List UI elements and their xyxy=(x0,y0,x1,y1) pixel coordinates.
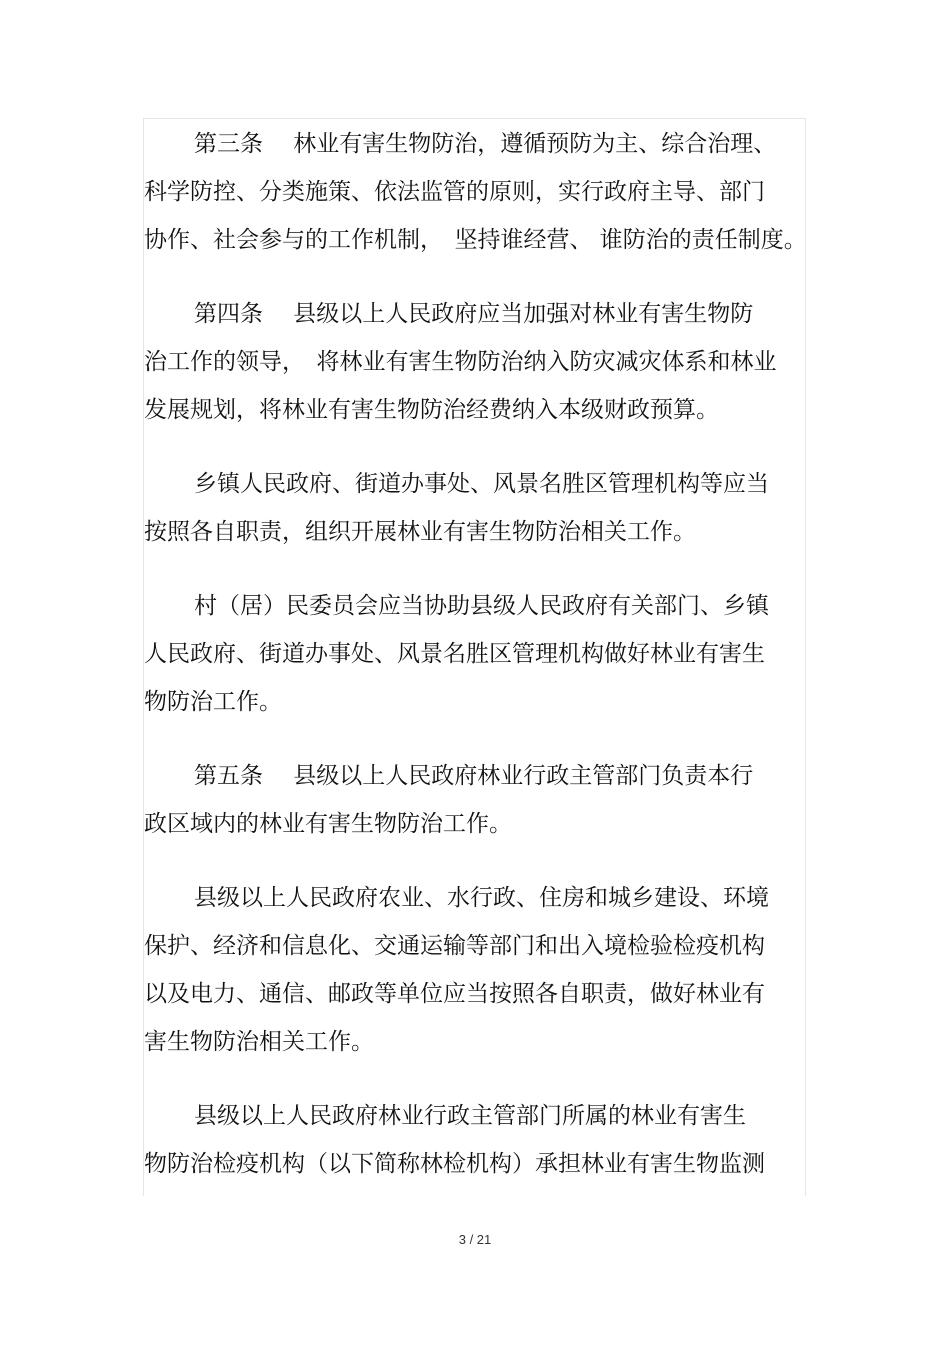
document-body xyxy=(144,124,806,1218)
text-line: 政区域内的林业有害生物防治工作。 xyxy=(144,811,512,837)
page-number: 3 / 21 xyxy=(458,1232,492,1247)
text-line: 人民政府、街道办事处、风景名胜区管理机构做好林业有害生 xyxy=(144,641,765,667)
text-line: 第五条 县级以上人民政府林业行政主管部门负责本行 xyxy=(194,763,754,789)
text-line: 发展规划，将林业有害生物防治经费纳入本级财政预算。 xyxy=(144,397,719,423)
text-line: 第四条 县级以上人民政府应当加强对林业有害生物防 xyxy=(194,301,754,327)
text-line: 乡镇人民政府、街道办事处、风景名胜区管理机构等应当 xyxy=(194,471,769,497)
text-line: 治工作的领导， 将林业有害生物防治纳入防灾减灾体系和林业 xyxy=(144,349,777,375)
text-line: 协作、社会参与的工作机制， 坚持谁经营、 谁防治的责任制度。 xyxy=(144,227,807,253)
paragraph-departments xyxy=(144,878,806,1070)
text-line: 害生物防治相关工作。 xyxy=(144,1029,374,1055)
text-line: 物防治检疫机构（以下简称林检机构）承担林业有害生物监测 xyxy=(144,1151,765,1177)
text-line: 第三条 林业有害生物防治，遵循预防为主、综合治理、 xyxy=(194,131,777,157)
paragraph-article-4 xyxy=(144,294,806,438)
text-line: 村（居）民委员会应当协助县级人民政府有关部门、乡镇 xyxy=(194,593,769,619)
text-line: 按照各自职责，组织开展林业有害生物防治相关工作。 xyxy=(144,519,696,545)
paragraph-village xyxy=(144,586,806,730)
paragraph-township xyxy=(144,464,806,560)
paragraph-article-5 xyxy=(144,756,806,852)
text-line: 以及电力、通信、邮政等单位应当按照各自职责，做好林业有 xyxy=(144,981,765,1007)
paragraph-article-3 xyxy=(144,124,806,268)
text-line: 县级以上人民政府农业、水行政、住房和城乡建设、环境 xyxy=(194,885,769,911)
text-line: 物防治工作。 xyxy=(144,689,282,715)
text-line: 保护、经济和信息化、交通运输等部门和出入境检验检疫机构 xyxy=(144,933,765,959)
text-line: 县级以上人民政府林业行政主管部门所属的林业有害生 xyxy=(194,1103,746,1129)
text-line: 科学防控、分类施策、依法监管的原则，实行政府主导、部门 xyxy=(144,179,765,205)
paragraph-inspection-agency xyxy=(144,1096,806,1192)
